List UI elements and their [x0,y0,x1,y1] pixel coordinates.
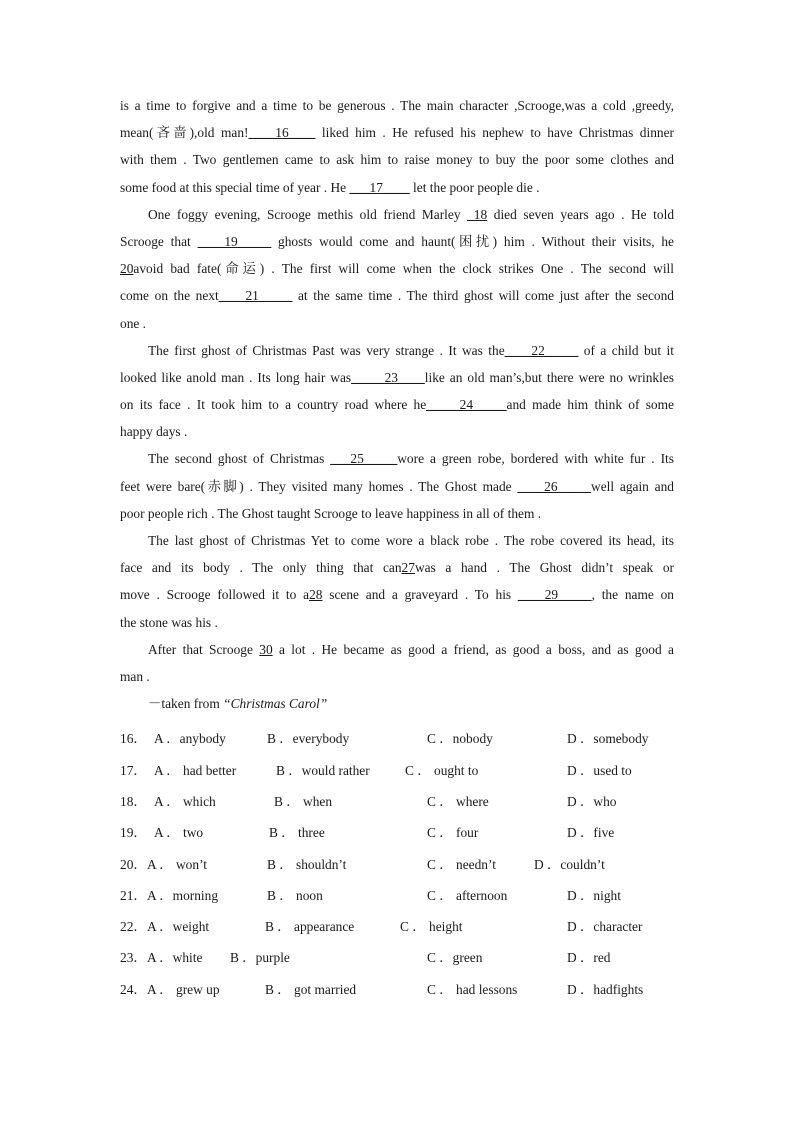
passage-line [120,119,674,146]
answer-option: A ． grew up [147,981,220,997]
answer-option: B ． got married [265,981,357,997]
answer-option: B ． shouldn’t [267,856,347,872]
answer-blank: 30 [259,641,273,657]
answer-option: D ．red [567,950,611,966]
answer-blank: ____26_____ [517,478,592,494]
passage-line [120,201,674,228]
answer-option: D ．couldn’t [534,856,605,872]
answer-option: B ．purple [230,950,290,966]
question-number: 18． [120,793,147,809]
passage [120,92,674,690]
passage-text: The first ghost of Christmas Past was very strange . It was the [148,342,505,358]
answer-option: A ． won’t [147,856,208,872]
answer-option: B ．everybody [267,731,350,747]
question-row [120,911,674,942]
passage-text: and made him think of some [506,397,674,413]
answer-option: C ．nobody [427,731,493,747]
source-title: “Christmas Carol” [223,696,328,712]
answer-option: B ． three [269,825,325,841]
answer-blank: 20 [120,261,134,277]
answer-option: C ． height [400,919,463,935]
passage-line [120,554,674,581]
answer-option: A ．white [147,950,203,966]
passage-line [120,473,674,500]
answer-option: D ．hadfights [567,981,644,997]
answer-option: D ．who [567,793,617,809]
passage-text: face and its body . The only thing that can [120,560,402,576]
answer-option: C ． ought to [405,762,479,778]
answer-option: C ． four [427,825,479,841]
answer-option: D ．night [567,887,621,903]
question-row [120,817,674,848]
passage-line: The last ghost of Christmas Yet to come wore a black robe . The robe covered its head, its [148,533,674,548]
passage-line [120,364,674,391]
question-row [120,880,674,911]
passage-text: , the name on [591,587,674,603]
passage-text: After that Scrooge [148,641,260,657]
passage-line [120,255,674,282]
passage-text: well again and [591,478,674,494]
passage-text: let the poor people die . [409,179,540,195]
answer-option: A ． had better [154,762,237,778]
answer-option: B ． noon [267,887,323,903]
answer-option: D ．somebody [567,731,649,747]
passage-text: mean(吝啬),old man! [120,125,249,141]
passage-line [120,636,674,663]
answer-option: A ． two [154,825,204,841]
question-row [120,849,674,880]
answer-blank: 27 [401,560,415,576]
answer-blank: _18 [467,206,488,222]
passage-text: The second ghost of Christmas [148,451,331,467]
answer-option: D ．used to [567,762,632,778]
passage-text: looked like anold man . Its long hair was [120,369,352,385]
passage-line: man . [120,668,150,684]
question-number: 24． [120,981,147,997]
passage-line [120,581,674,608]
question-number: 21． [120,887,147,903]
answer-blank: _____24_____ [426,397,507,413]
answer-option: A ． which [154,793,216,809]
answer-option: C ． had lessons [427,981,518,997]
source-line [120,690,674,717]
passage-line [120,174,674,201]
question-row [120,942,674,973]
answer-blank: ____16____ [248,125,316,141]
passage-line: the stone was his . [120,614,218,630]
passage-text: Scrooge that [120,233,198,249]
passage-line [120,282,674,309]
answer-blank: ____29_____ [517,587,592,603]
answer-option: D ．character [567,919,643,935]
answer-blank: _____23____ [351,369,425,385]
answer-option: D ．five [567,825,615,841]
passage-text: died seven years ago . He told [487,206,675,222]
question-number: 17． [120,762,147,778]
passage-text: come on the next [120,288,219,304]
passage-text: wore a green robe, bordered with white fur . Its [397,451,674,467]
passage-text: a lot . He became as good a friend, as good a boss, and as good a [272,641,674,657]
passage-text: like an old man’s,but there were no wrinkles [424,369,674,385]
passage-text: feet were bare(赤脚) . They visited many homes . The Ghost made [120,478,518,494]
question-row [120,755,674,786]
question-row [120,786,674,817]
answer-option: A ．anybody [154,731,226,747]
question-number: 20． [120,856,147,872]
passage-text: some food at this special time of year . He [120,179,350,195]
passage-text: liked him . He refused his nephew to have Christmas dinner [315,125,674,141]
source-prefix: －taken from [148,696,224,712]
answer-option: A ．weight [147,919,210,935]
passage-text: One foggy evening, Scrooge methis old friend Marley [148,206,468,222]
answer-blank: ____21_____ [218,288,293,304]
answer-blank: ___25_____ [330,451,398,467]
question-row [120,974,674,1005]
passage-text: avoid bad fate(命运) . The first will come when the clock strikes One . The second will [133,261,674,277]
passage-line [120,228,674,255]
passage-text: of a child but it [578,342,674,358]
answer-blank: ___17____ [349,179,410,195]
passage-line [120,445,674,472]
passage-text: at the same time . The third ghost will come just after the second [292,288,674,304]
document-page [120,92,674,1005]
question-number: 19． [120,825,147,841]
question-number: 22． [120,919,147,935]
question-options [120,723,674,1005]
passage-line [120,391,674,418]
question-row [120,723,674,754]
answer-blank: ____19_____ [197,233,272,249]
answer-option: A ．morning [147,887,219,903]
passage-text: ghosts would come and haunt(困扰) him . Without their visits, he [271,233,675,249]
question-number: 16． [120,731,147,747]
passage-line: happy days . [120,424,188,440]
answer-option: B ． when [274,793,333,809]
answer-blank: 28 [309,587,323,603]
answer-option: C ． needn’t [427,856,496,872]
answer-blank: ____22_____ [504,342,579,358]
answer-option: B ．would rather [276,762,370,778]
passage-text: scene and a graveyard . To his [322,587,518,603]
answer-option: C ． where [427,793,489,809]
passage-text: move . Scrooge followed it to a [120,587,310,603]
passage-line: is a time to forgive and a time to be generous . The main character ,Scrooge,was a cold ,greedy, [120,98,674,113]
passage-line: with them . Two gentlemen came to ask him to raise money to buy the poor some clothes and [120,152,674,168]
passage-text: was a hand . The Ghost didn’t speak or [414,560,674,576]
answer-option: C ．green [427,950,483,966]
question-number: 23． [120,950,147,966]
passage-line: one . [120,315,147,331]
passage-line [120,337,674,364]
passage-line: poor people rich . The Ghost taught Scrooge to leave happiness in all of them . [120,505,542,521]
answer-option: C ． afternoon [427,887,508,903]
answer-option: B ． appearance [265,919,355,935]
passage-text: on its face . It took him to a country road where he [120,397,427,413]
